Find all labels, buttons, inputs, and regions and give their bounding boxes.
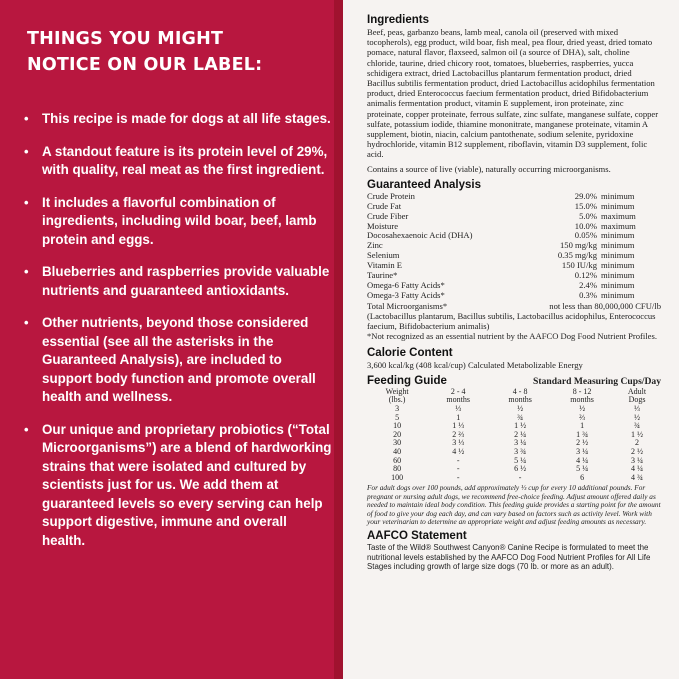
analysis-value: 0.05% bbox=[574, 230, 597, 241]
feeding-cell: ¾ bbox=[517, 412, 524, 422]
panel-edge-shadow bbox=[334, 0, 343, 679]
feature-item bbox=[24, 314, 332, 407]
feeding-cell: 4 ¾ bbox=[631, 472, 644, 482]
headline-line-1: THINGS YOU MIGHT bbox=[27, 29, 224, 49]
feature-text: A standout feature is its protein level of 29%, with quality, real meat as the first ingredient. bbox=[42, 143, 328, 177]
feeding-cell: 1 bbox=[580, 421, 585, 431]
feeding-cell: - bbox=[456, 472, 460, 482]
analysis-qualifier: minimum bbox=[601, 230, 635, 241]
bullet-dot-icon: • bbox=[24, 143, 29, 159]
bullet-dot-icon: • bbox=[24, 264, 29, 279]
feeding-cell: 2 ⅔ bbox=[452, 429, 465, 439]
analysis-value: 15.0% bbox=[574, 200, 597, 211]
analysis-value: 5.0% bbox=[579, 210, 597, 221]
feeding-cell: 60 bbox=[393, 455, 402, 465]
feeding-column-header: (lbs.) bbox=[388, 395, 406, 405]
feeding-cell: 30 bbox=[393, 438, 402, 448]
analysis-row bbox=[367, 291, 661, 301]
feeding-column-header: Adult bbox=[627, 386, 647, 396]
feeding-cell: 1 ⅓ bbox=[452, 421, 465, 431]
feature-item bbox=[24, 263, 332, 300]
analysis-value: 150 IU/kg bbox=[561, 260, 597, 271]
analysis-qualifier: minimum bbox=[601, 200, 635, 211]
calorie-heading: Calorie Content bbox=[367, 346, 453, 359]
bullet-dot-icon: • bbox=[24, 421, 29, 437]
feeding-cell: 40 bbox=[393, 446, 402, 456]
feeding-column-header: Weight bbox=[385, 386, 409, 396]
analysis-value: 0.35 mg/kg bbox=[557, 250, 597, 261]
analysis-nutrient: Crude Fiber bbox=[367, 210, 409, 221]
total-microorganisms-strains: (Lactobacillus plantarum, Bacillus subtilis, Lactobacillus acidophilus, Enterococcus faecium, Bifidobacterium animalis) bbox=[367, 311, 656, 332]
feeding-cell: ½ bbox=[517, 404, 524, 414]
headline-line-2: NOTICE ON OUR LABEL: bbox=[27, 55, 263, 75]
aafco-statement: Taste of the Wild® Southwest Canyon® Canine Recipe is formulated to meet the nutritional levels established by the AAFCO Dog Food Nutrient Profiles for All Life Stages including growth of large size dogs (70 lb. or more as an adult). bbox=[367, 543, 651, 572]
feature-item bbox=[24, 143, 332, 180]
feeding-cell: 20 bbox=[393, 429, 402, 439]
feeding-row bbox=[367, 405, 661, 414]
feeding-row bbox=[367, 465, 661, 474]
feeding-row bbox=[367, 474, 661, 483]
feeding-cell: 1 ½ bbox=[514, 421, 527, 431]
total-microorganisms-row bbox=[367, 301, 661, 311]
analysis-qualifier: minimum bbox=[601, 260, 635, 271]
feeding-guide-heading: Feeding Guide bbox=[367, 374, 447, 387]
analysis-nutrient: Zinc bbox=[367, 240, 383, 251]
feeding-cell: 4 ¼ bbox=[576, 455, 589, 465]
feeding-cell: - bbox=[518, 472, 522, 482]
analysis-qualifier: minimum bbox=[601, 240, 635, 251]
product-label-panel bbox=[343, 0, 679, 679]
promo-headline bbox=[27, 26, 327, 78]
feeding-cell: 6 ½ bbox=[514, 464, 527, 474]
feeding-cell: ⅓ bbox=[634, 404, 641, 414]
feeding-cell: 5 ¼ bbox=[514, 455, 527, 465]
feature-text: Blueberries and raspberries provide valuable nutrients and guaranteed antioxidants. bbox=[42, 264, 330, 298]
analysis-qualifier: maximum bbox=[601, 220, 636, 231]
ingredients-heading: Ingredients bbox=[367, 14, 429, 26]
analysis-value: 29.0% bbox=[574, 190, 597, 201]
feeding-column-header: months bbox=[446, 395, 470, 405]
feeding-cell: ⅓ bbox=[455, 404, 462, 414]
analysis-nutrient: Omega-6 Fatty Acids* bbox=[367, 280, 445, 290]
analysis-qualifier: minimum bbox=[601, 289, 635, 300]
ingredients-text: Beef, peas, garbanzo beans, lamb meal, canola oil (preserved with mixed tocopherols), egg product, wild boar, fish meal, pea flour, dried yeast, dried tomato pomace, natural flavor, flaxseed, salmon oil (a source of DHA), salt, choline chloride, taurine, dried chicory root, tomatoes, blueberries, raspberries, yucca schidigera extract, dried Lactobacillus plantarum fermentation product, dried Bacillus subtilis fermentation product, dried Lactobacillus acidophilus fermentation product, dried Enterococcus faecium fermentation product, dried Bifidobacterium animalis fermentation product, vitamin E supplement, iron proteinate, zinc proteinate, copper proteinate, ferrous sulfate, zinc sulfate, manganese sulfate, copper sulfate, potassium iodide, thiamine mononitrate, manganese proteinate, vitamin A supplement, biotin, niacin, calcium pantothenate, sodium selenite, pyridoxine hydrochloride, vitamin B12 supplement, riboflavin, vitamin D3 supplement, folic acid. bbox=[367, 27, 659, 160]
analysis-nutrient: Docosahexaenoic Acid (DHA) bbox=[367, 230, 473, 241]
bullet-dot-icon: • bbox=[24, 111, 29, 126]
feeding-cell: ½ bbox=[634, 412, 641, 422]
feeding-column-header: Dogs bbox=[628, 395, 646, 405]
analysis-value: 0.3% bbox=[579, 289, 597, 300]
feeding-cell: - bbox=[456, 455, 460, 465]
feeding-cell: 100 bbox=[391, 472, 404, 482]
feeding-cell: 1 bbox=[456, 412, 461, 422]
feeding-guide-header bbox=[367, 375, 661, 388]
feature-text: Other nutrients, beyond those considered essential (see all the asterisks in the Guaranteed Analysis), are included to support body function and promote overall health and wellness. bbox=[42, 315, 316, 404]
feeding-column-header: months bbox=[508, 395, 532, 405]
feeding-cell: ½ bbox=[579, 404, 586, 414]
feeding-cell: 3 ¼ bbox=[576, 446, 589, 456]
analysis-nutrient: Crude Fat bbox=[367, 200, 402, 211]
feeding-cell: 1 ½ bbox=[631, 429, 644, 439]
analysis-value: 0.12% bbox=[574, 270, 597, 281]
analysis-value: 150 mg/kg bbox=[559, 240, 597, 251]
feeding-cell: 2 bbox=[635, 438, 640, 448]
aafco-footnote: *Not recognized as an essential nutrient by the AAFCO Dog Food Nutrient Profiles. bbox=[367, 331, 657, 342]
feeding-cell: ¾ bbox=[634, 421, 641, 431]
guaranteed-analysis-table bbox=[367, 192, 661, 301]
guaranteed-analysis-heading: Guaranteed Analysis bbox=[367, 178, 481, 191]
feature-list bbox=[24, 110, 332, 550]
analysis-qualifier: minimum bbox=[601, 270, 635, 281]
bullet-dot-icon: • bbox=[24, 194, 29, 210]
feeding-column-header: 8 - 12 bbox=[572, 386, 592, 396]
feeding-cell: 4 ½ bbox=[452, 446, 465, 456]
feeding-guide-subheading: Standard Measuring Cups/Day bbox=[533, 375, 661, 387]
analysis-qualifier: minimum bbox=[601, 250, 635, 261]
calorie-text: 3,600 kcal/kg (408 kcal/cup) Calculated Metabolizable Energy bbox=[367, 359, 583, 370]
feeding-cell: 1 ¾ bbox=[576, 429, 589, 439]
analysis-nutrient: Taurine* bbox=[367, 270, 398, 281]
analysis-qualifier: minimum bbox=[601, 190, 635, 201]
feeding-cell: 5 ¼ bbox=[576, 464, 589, 474]
analysis-value: 2.4% bbox=[579, 280, 597, 290]
feeding-cell: 6 bbox=[580, 472, 585, 482]
feeding-cell: 80 bbox=[393, 464, 402, 474]
microorganisms-note: Contains a source of live (viable), naturally occurring microorganisms. bbox=[367, 163, 611, 174]
feeding-cell: 10 bbox=[393, 421, 402, 431]
feeding-cell: 3 ¼ bbox=[514, 438, 527, 448]
total-microorganisms-value: not less than 80,000,000 CFU/lb bbox=[549, 300, 661, 311]
aafco-heading: AAFCO Statement bbox=[367, 530, 467, 543]
nutrition-label bbox=[367, 14, 661, 572]
analysis-nutrient: Moisture bbox=[367, 220, 399, 231]
feeding-cell: 3 bbox=[395, 404, 400, 414]
feeding-cell: 4 ¼ bbox=[631, 464, 644, 474]
feature-item bbox=[24, 194, 332, 250]
feeding-cell: 3 ¼ bbox=[631, 455, 644, 465]
analysis-nutrient: Selenium bbox=[367, 250, 400, 261]
analysis-qualifier: minimum bbox=[601, 280, 635, 290]
feeding-cell: 2 ½ bbox=[576, 438, 589, 448]
feeding-cell: 3 ⅓ bbox=[452, 438, 465, 448]
feeding-cell: 3 ¾ bbox=[514, 446, 527, 456]
feeding-guide-table bbox=[367, 388, 661, 483]
feature-text: This recipe is made for dogs at all life stages. bbox=[42, 111, 331, 126]
feeding-cell: ⅔ bbox=[579, 412, 586, 422]
feeding-column-header: months bbox=[570, 395, 594, 405]
feeding-column-header: 4 - 8 bbox=[512, 386, 528, 396]
analysis-nutrient: Omega-3 Fatty Acids* bbox=[367, 289, 445, 300]
feeding-cell: 2 ¼ bbox=[514, 429, 527, 439]
analysis-qualifier: maximum bbox=[601, 210, 636, 221]
analysis-nutrient: Crude Protein bbox=[367, 190, 415, 201]
feeding-cell: 5 bbox=[395, 412, 400, 422]
feeding-column-header: 2 - 4 bbox=[450, 386, 466, 396]
total-microorganisms-label: Total Microorganisms* bbox=[367, 300, 448, 311]
feeding-cell: 2 ½ bbox=[631, 446, 644, 456]
feature-text: It includes a flavorful combination of ingredients, including wild boar, beef, lamb protein and eggs. bbox=[42, 194, 317, 247]
feature-item bbox=[24, 110, 332, 129]
feature-text: Our unique and proprietary probiotics (“Total Microorganisms”) are a blend of hardworking strains that were isolated and cultured by scientists just for us. We add them at guaranteed levels so every serving can help support digestive, immune and overall health. bbox=[42, 421, 332, 548]
feeding-guide-note: For adult dogs over 100 pounds, add approximately ⅓ cup for every 10 additional pounds. For pregnant or nursing adult dogs, we recommend free-choice feeding. Adjust amount offered daily as needed to maintain ideal body condition. This feeding guide provides a starting point for the amount of food to give your dog each day, and can vary based on factors such as activity level. Work with your veterinarian to determine an appropriate weight and adjust feeding amounts as necessary. bbox=[367, 483, 661, 526]
feeding-cell: - bbox=[456, 464, 460, 474]
analysis-nutrient: Vitamin E bbox=[367, 260, 403, 271]
analysis-value: 10.0% bbox=[574, 220, 597, 231]
bullet-dot-icon: • bbox=[24, 315, 29, 330]
feature-item bbox=[24, 421, 332, 551]
